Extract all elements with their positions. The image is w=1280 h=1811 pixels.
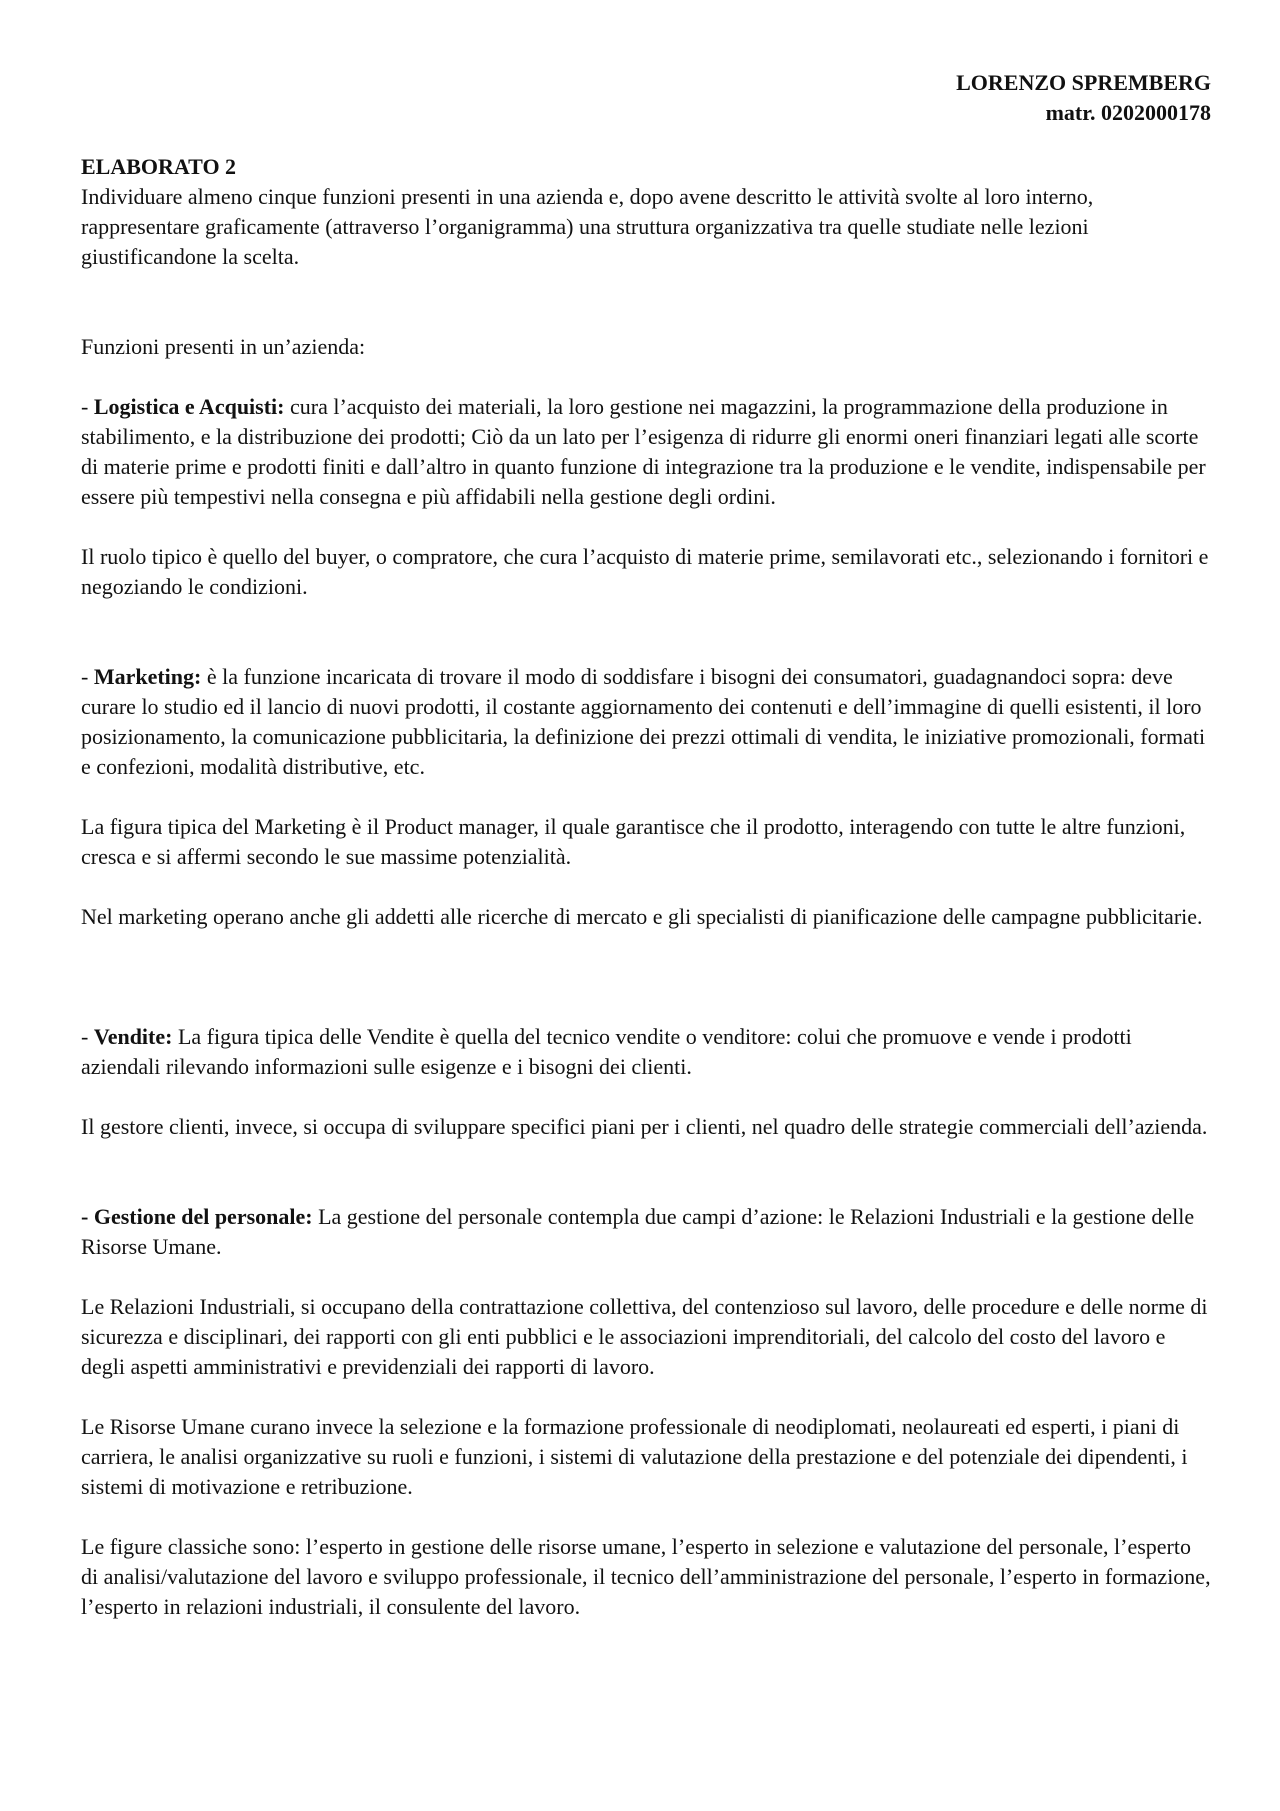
personale-paragraph-3: Le Risorse Umane curano invece la selezione e la formazione professionale di neodiplomati, neolaureati ed esperti, i piani di carriera, le analisi organizzative su ruoli e funzioni, i sistemi di valutazione della prestazione e del potenziale dei dipendenti, i sistemi di motivazione e retribuzione. bbox=[81, 1414, 1188, 1499]
section-prefix: - bbox=[81, 664, 94, 689]
logistica-paragraph-2: Il ruolo tipico è quello del buyer, o compratore, che cura l’acquisto di materie prime, semilavorati etc., selezionando i fornitori e negoziando le condizioni. bbox=[81, 544, 1209, 599]
section-text: La figura tipica delle Vendite è quella del tecnico vendite o venditore: colui che promuove e vende i prodotti aziendali rilevando informazioni sulle esigenze e i bisogni dei clienti. bbox=[81, 1024, 1132, 1079]
section-marketing bbox=[81, 662, 1211, 782]
section-title: - Gestione del personale: bbox=[81, 1204, 313, 1229]
section-personale bbox=[81, 1202, 1211, 1262]
student-id: matr. 0202000178 bbox=[1045, 100, 1211, 125]
section-text: è la funzione incaricata di trovare il modo di soddisfare i bisogni dei consumatori, guadagnandoci sopra: deve curare lo studio ed il lancio di nuovi prodotti, il costante aggiornamento dei contenuti e dell’immagine di quelli esistenti, il loro posizionamento, la comunicazione pubblicitaria, la definizione dei prezzi ottimali di vendita, le iniziative promozionali, formati e confezioni, modalità distributive, etc. bbox=[81, 664, 1206, 779]
personale-paragraph-2: Le Relazioni Industriali, si occupano della contrattazione collettiva, del contenzioso sul lavoro, delle procedure e delle norme di sicurezza e disciplinari, dei rapporti con gli enti pubblici e le associazioni imprenditoriali, del calcolo del costo del lavoro e degli aspetti amministrativi e previdenziali dei rapporti di lavoro. bbox=[81, 1294, 1208, 1379]
author-name: LORENZO SPREMBERG bbox=[956, 70, 1211, 95]
section-title: Logistica e Acquisti: bbox=[93, 394, 285, 419]
section-title: Vendite: bbox=[93, 1024, 173, 1049]
section-prefix: - bbox=[81, 394, 94, 419]
section-text: cura l’acquisto dei materiali, la loro gestione nei magazzini, la programmazione della produzione in stabilimento, e la distribuzione dei prodotti; Ciò da un lato per l’esigenza di ridurre gli enormi oneri finanziari legati alle scorte di materie prime e prodotti finiti e dall’altro in quanto funzione di integrazione tra la produzione e le vendite, indispensabile per essere più tempestivi nella consegna e più affidabili nella gestione degli ordini. bbox=[81, 394, 1206, 509]
section-text: La gestione del personale contempla due campi d’azione: le Relazioni Industriali e la gestione delle Risorse Umane. bbox=[81, 1204, 1195, 1259]
section-vendite bbox=[81, 1022, 1211, 1082]
document-header bbox=[81, 68, 1211, 128]
section-title: Marketing: bbox=[93, 664, 202, 689]
intro-text: Funzioni presenti in un’azienda: bbox=[81, 334, 366, 359]
personale-paragraph-4: Le figure classiche sono: l’esperto in gestione delle risorse umane, l’esperto in selezione e valutazione del personale, l’esperto di analisi/valutazione del lavoro e sviluppo professionale, il tecnico dell’amministrazione del personale, l’esperto in formazione, l’esperto in relazioni industriali, il consulente del lavoro. bbox=[81, 1534, 1211, 1619]
marketing-paragraph-2: La figura tipica del Marketing è il Product manager, il quale garantisce che il prodotto, interagendo con tutte le altre funzioni, cresca e si affermi secondo le sue massime potenzialità. bbox=[81, 814, 1186, 869]
marketing-paragraph-3: Nel marketing operano anche gli addetti alle ricerche di mercato e gli specialisti di pianificazione delle campagne pubblicitarie. bbox=[81, 904, 1203, 929]
section-prefix: - bbox=[81, 1024, 94, 1049]
assignment-title: ELABORATO 2 bbox=[81, 154, 237, 179]
vendite-paragraph-2: Il gestore clienti, invece, si occupa di sviluppare specifici piani per i clienti, nel quadro delle strategie commerciali dell’azienda. bbox=[81, 1114, 1208, 1139]
assignment-text: Individuare almeno cinque funzioni presenti in una azienda e, dopo avene descritto le attività svolte al loro interno, rappresentare graficamente (attraverso l’organigramma) una struttura organizzativa tra quelle studiate nelle lezioni giustificandone la scelta. bbox=[81, 184, 1094, 269]
section-logistica bbox=[81, 392, 1211, 512]
document-page bbox=[81, 68, 1211, 1622]
